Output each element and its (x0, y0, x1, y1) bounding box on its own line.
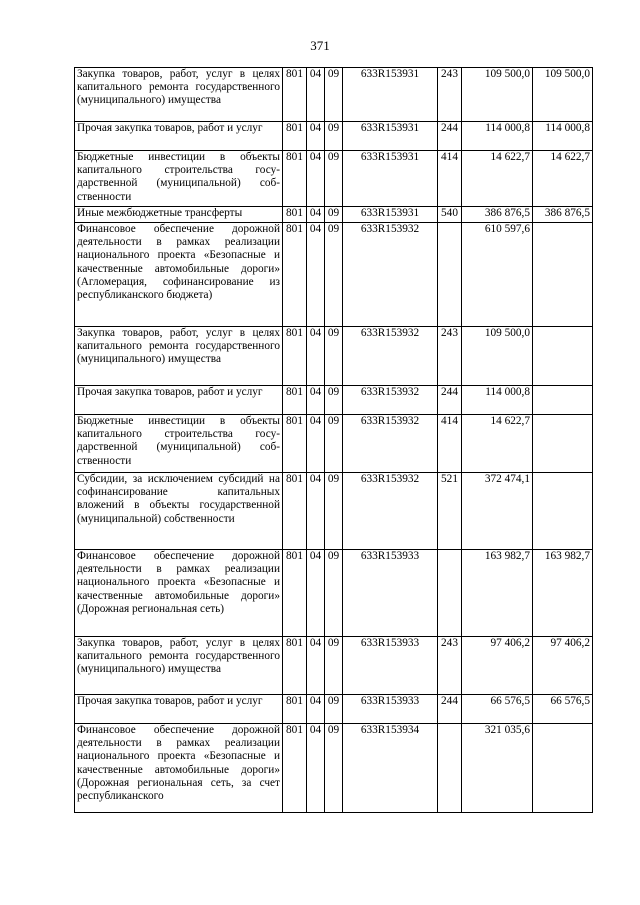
row-name-cell: Закупка товаров, работ, услуг в целях капитального ремонта государственного (муниципального) имущества (75, 327, 283, 386)
table-row (75, 122, 593, 151)
row-pr-cell: 09 (325, 695, 343, 724)
row-pr-cell: 09 (325, 207, 343, 223)
row-vr-cell: 243 (438, 68, 462, 122)
row-vr-cell: 243 (438, 327, 462, 386)
table-row (75, 223, 593, 327)
row-sum2-cell (533, 724, 593, 813)
row-rz-cell: 04 (307, 724, 325, 813)
row-sum1-cell: 114 000,8 (462, 386, 533, 415)
row-csr-cell: 633R153933 (343, 637, 438, 695)
row-name-cell: Финансовое обеспечение дорожной деятельности в рамках реализации национального проекта «Безопасные и качественные автомобильные дороги» (Дорожная региональная сеть) (75, 550, 283, 637)
row-grbs-cell: 801 (283, 724, 307, 813)
row-csr-cell: 633R153932 (343, 415, 438, 473)
table-row (75, 151, 593, 207)
row-sum2-cell (533, 327, 593, 386)
row-name-cell: Иные межбюджетные трансферты (75, 207, 283, 223)
row-csr-cell: 633R153932 (343, 223, 438, 327)
row-csr-cell: 633R153932 (343, 473, 438, 550)
row-grbs-cell: 801 (283, 68, 307, 122)
row-vr-cell: 244 (438, 122, 462, 151)
row-pr-cell: 09 (325, 223, 343, 327)
row-grbs-cell: 801 (283, 223, 307, 327)
row-csr-cell: 633R153932 (343, 327, 438, 386)
row-vr-cell: 243 (438, 637, 462, 695)
row-sum2-cell: 14 622,7 (533, 151, 593, 207)
row-rz-cell: 04 (307, 151, 325, 207)
page-number: 371 (310, 38, 330, 53)
row-rz-cell: 04 (307, 207, 325, 223)
row-csr-cell: 633R153933 (343, 695, 438, 724)
row-csr-cell: 633R153931 (343, 122, 438, 151)
row-vr-cell (438, 724, 462, 813)
row-sum2-cell: 163 982,7 (533, 550, 593, 637)
row-csr-cell: 633R153931 (343, 151, 438, 207)
row-grbs-cell: 801 (283, 386, 307, 415)
row-grbs-cell: 801 (283, 151, 307, 207)
row-sum2-cell: 97 406,2 (533, 637, 593, 695)
row-grbs-cell: 801 (283, 637, 307, 695)
table-row (75, 550, 593, 637)
row-name-cell: Закупка товаров, работ, услуг в целях капитального ремонта государственного (муниципального) имущества (75, 637, 283, 695)
table-row (75, 207, 593, 223)
row-sum2-cell (533, 473, 593, 550)
row-vr-cell: 414 (438, 151, 462, 207)
row-rz-cell: 04 (307, 695, 325, 724)
row-sum1-cell: 163 982,7 (462, 550, 533, 637)
row-vr-cell: 244 (438, 695, 462, 724)
row-csr-cell: 633R153934 (343, 724, 438, 813)
row-sum1-cell: 97 406,2 (462, 637, 533, 695)
row-pr-cell: 09 (325, 151, 343, 207)
row-sum1-cell: 14 622,7 (462, 151, 533, 207)
table-row (75, 695, 593, 724)
row-pr-cell: 09 (325, 637, 343, 695)
row-name-cell: Финансовое обеспечение дорожной деятельности в рамках реализации национального проекта «Безопасные и качественные автомобильные дороги» (Дорожная региональная сеть, за счет республиканского (75, 724, 283, 813)
row-sum2-cell: 66 576,5 (533, 695, 593, 724)
row-grbs-cell: 801 (283, 207, 307, 223)
row-name-cell: Закупка товаров, работ, услуг в целях капитального ремонта государственного (муниципального) имущества (75, 68, 283, 122)
row-name-cell: Прочая закупка товаров, работ и услуг (75, 122, 283, 151)
row-sum1-cell: 372 474,1 (462, 473, 533, 550)
row-grbs-cell: 801 (283, 695, 307, 724)
row-rz-cell: 04 (307, 122, 325, 151)
row-grbs-cell: 801 (283, 122, 307, 151)
row-rz-cell: 04 (307, 415, 325, 473)
row-rz-cell: 04 (307, 637, 325, 695)
row-name-cell: Субсидии, за исключением субсидий на софинансирование капитальных вложений в объекты государственной (муниципальной) собственности (75, 473, 283, 550)
row-sum1-cell: 109 500,0 (462, 68, 533, 122)
row-sum2-cell (533, 415, 593, 473)
row-pr-cell: 09 (325, 386, 343, 415)
row-pr-cell: 09 (325, 724, 343, 813)
row-grbs-cell: 801 (283, 473, 307, 550)
row-rz-cell: 04 (307, 327, 325, 386)
row-csr-cell: 633R153931 (343, 68, 438, 122)
row-sum2-cell: 109 500,0 (533, 68, 593, 122)
row-pr-cell: 09 (325, 122, 343, 151)
row-rz-cell: 04 (307, 473, 325, 550)
row-name-cell: Финансовое обеспечение дорожной деятельности в рамках реализации национального проекта «Безопасные и качественные автомобильные дороги» (Агломерация, софинансирование из республиканского бюджета) (75, 223, 283, 327)
table-row (75, 386, 593, 415)
row-sum2-cell: 386 876,5 (533, 207, 593, 223)
row-vr-cell: 244 (438, 386, 462, 415)
row-rz-cell: 04 (307, 550, 325, 637)
row-pr-cell: 09 (325, 327, 343, 386)
row-sum1-cell: 386 876,5 (462, 207, 533, 223)
row-sum1-cell: 109 500,0 (462, 327, 533, 386)
row-grbs-cell: 801 (283, 550, 307, 637)
table-row (75, 637, 593, 695)
row-csr-cell: 633R153932 (343, 386, 438, 415)
row-csr-cell: 633R153933 (343, 550, 438, 637)
table-row (75, 415, 593, 473)
table-row (75, 327, 593, 386)
row-pr-cell: 09 (325, 473, 343, 550)
row-vr-cell (438, 550, 462, 637)
row-name-cell: Прочая закупка товаров, работ и услуг (75, 695, 283, 724)
row-vr-cell: 540 (438, 207, 462, 223)
row-rz-cell: 04 (307, 68, 325, 122)
row-name-cell: Прочая закупка товаров, работ и услуг (75, 386, 283, 415)
table-row (75, 724, 593, 813)
row-vr-cell (438, 223, 462, 327)
budget-table (74, 67, 593, 813)
table-row (75, 473, 593, 550)
row-csr-cell: 633R153931 (343, 207, 438, 223)
row-pr-cell: 09 (325, 415, 343, 473)
row-sum2-cell (533, 223, 593, 327)
table-row (75, 68, 593, 122)
row-name-cell: Бюджетные инвестиции в объекты капитального строительства государственной (муниципальной) собственности (75, 151, 283, 207)
row-rz-cell: 04 (307, 386, 325, 415)
row-sum2-cell (533, 386, 593, 415)
row-pr-cell: 09 (325, 68, 343, 122)
row-rz-cell: 04 (307, 223, 325, 327)
row-grbs-cell: 801 (283, 327, 307, 386)
row-name-cell: Бюджетные инвестиции в объекты капитального строительства государственной (муниципальной) собственности (75, 415, 283, 473)
row-sum1-cell: 321 035,6 (462, 724, 533, 813)
row-sum2-cell: 114 000,8 (533, 122, 593, 151)
row-sum1-cell: 66 576,5 (462, 695, 533, 724)
row-sum1-cell: 114 000,8 (462, 122, 533, 151)
row-sum1-cell: 610 597,6 (462, 223, 533, 327)
row-sum1-cell: 14 622,7 (462, 415, 533, 473)
row-pr-cell: 09 (325, 550, 343, 637)
row-vr-cell: 414 (438, 415, 462, 473)
row-vr-cell: 521 (438, 473, 462, 550)
row-grbs-cell: 801 (283, 415, 307, 473)
